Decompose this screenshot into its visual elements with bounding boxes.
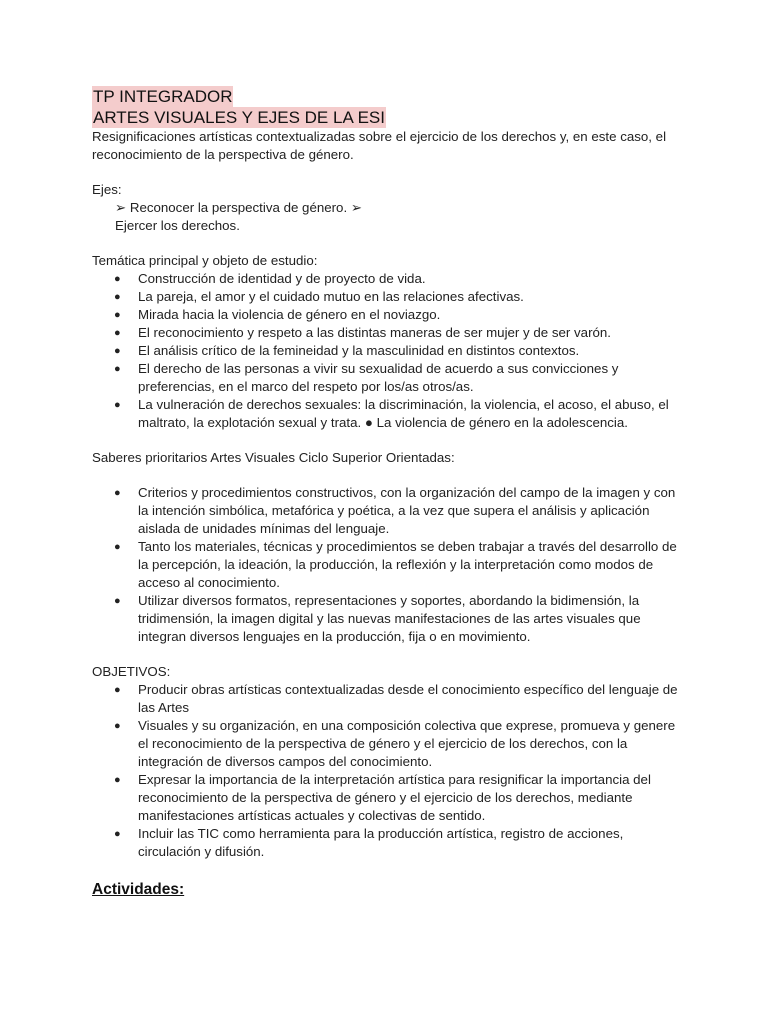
bullet-icon: ● xyxy=(114,774,121,786)
tematica-list xyxy=(92,270,688,432)
list-item: ● Mirada hacia la violencia de género en el noviazgo. xyxy=(114,307,441,322)
ejes-label: Ejes: xyxy=(92,182,122,197)
bullet-icon: ● xyxy=(114,399,121,411)
saberes-label: Saberes prioritarios Artes Visuales Ciclo Superior Orientadas: xyxy=(92,450,455,465)
list-item: ● La pareja, el amor y el cuidado mutuo en las relaciones afectivas. xyxy=(114,289,524,304)
bullet-icon: ● xyxy=(114,828,121,840)
bullet-icon: ● xyxy=(114,291,121,303)
ejes-line-2: Ejercer los derechos. xyxy=(115,218,240,233)
list-item: ● El análisis crítico de la femineidad y la masculinidad en distintos contextos. xyxy=(114,343,580,358)
bullet-icon: ● xyxy=(114,327,121,339)
bullet-icon: ● xyxy=(114,487,121,499)
ejes-line-1: ➢ Reconocer la perspectiva de género. ➢ xyxy=(115,200,362,215)
list-item: ● Tanto los materiales, técnicas y procedimientos se deben trabajar a través del desarrollo de la percepción, la ideación, la producción, la reflexión y la interpretación como modos de acceso al conocimiento. xyxy=(114,539,677,590)
objetivos-label: OBJETIVOS: xyxy=(92,664,171,679)
list-item: ● Criterios y procedimientos constructivos, con la organización del campo de la imagen y con la intención simbólica, metafórica y poética, a la vez que supera el análisis y aplicación aislada de unidades mínimas del lenguaje. xyxy=(114,485,676,536)
list-item: ● Visuales y su organización, en una composición colectiva que exprese, promueva y genere el reconocimiento de la perspectiva de género y el ejercicio de los derechos, con la integración de diversos campos del conocimiento. xyxy=(114,718,676,769)
bullet-icon: ● xyxy=(114,595,121,607)
bullet-icon: ● xyxy=(114,345,121,357)
list-item: ● El derecho de las personas a vivir su sexualidad de acuerdo a sus convicciones y preferencias, en el marco del respeto por los/as otros/as. xyxy=(114,361,619,394)
title-line-1: TP INTEGRADOR xyxy=(93,87,233,106)
actividades-heading: Actividades: xyxy=(92,881,185,898)
ejes-list xyxy=(92,199,688,235)
list-item: ● Producir obras artísticas contextualizadas desde el conocimiento específico del lenguaje de las Artes xyxy=(114,682,678,715)
list-item: ● Expresar la importancia de la interpretación artística para resignificar la importancia del reconocimiento de la perspectiva de género y el ejercicio de los derechos, mediante manifestaciones artísticas actuales y colectivas de sentido. xyxy=(114,772,651,823)
title-block xyxy=(92,86,688,128)
bullet-icon: ● xyxy=(114,684,121,696)
title-line-2: ARTES VISUALES Y EJES DE LA ESI xyxy=(93,108,385,127)
saberes-list xyxy=(92,484,688,646)
intro-paragraph: Resignificaciones artísticas contextualizadas sobre el ejercicio de los derechos y, en este caso, el reconocimiento de la perspectiva de género. xyxy=(92,129,667,162)
list-item: ● La vulneración de derechos sexuales: la discriminación, la violencia, el acoso, el abuso, el maltrato, la explotación sexual y trata. ● La violencia de género en la adolescencia. xyxy=(114,397,669,430)
bullet-icon: ● xyxy=(114,363,121,375)
list-item: ● Incluir las TIC como herramienta para la producción artística, registro de acciones, circulación y difusión. xyxy=(114,826,624,859)
list-item: ● Construcción de identidad y de proyecto de vida. xyxy=(114,271,426,286)
bullet-icon: ● xyxy=(114,541,121,553)
list-item: ● Utilizar diversos formatos, representaciones y soportes, abordando la bidimensión, la tridimensión, la imagen digital y las nuevas manifestaciones de las artes visuales que integran diversos lenguajes en la producción, fija o en movimiento. xyxy=(114,593,641,644)
bullet-icon: ● xyxy=(114,720,121,732)
list-item: ● El reconocimiento y respeto a las distintas maneras de ser mujer y de ser varón. xyxy=(114,325,611,340)
objetivos-list xyxy=(92,681,688,861)
bullet-icon: ● xyxy=(114,273,121,285)
tematica-label: Temática principal y objeto de estudio: xyxy=(92,253,318,268)
bullet-icon: ● xyxy=(114,309,121,321)
